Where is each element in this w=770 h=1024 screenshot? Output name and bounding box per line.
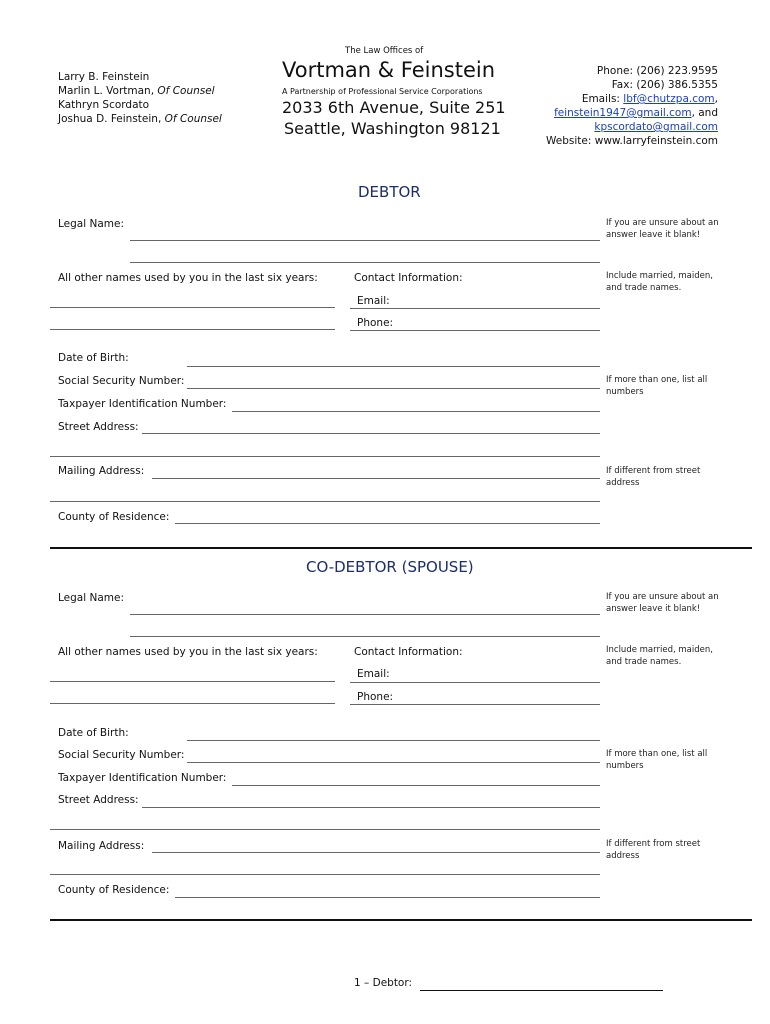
legal-name-note: If you are unsure about an answer leave it blank!	[606, 218, 719, 240]
attorney-name: Larry B. Feinstein	[58, 71, 150, 83]
legal-name-label: Legal Name:	[58, 592, 124, 604]
contact-info-label: Contact Information:	[354, 646, 463, 658]
street-address-label: Street Address:	[58, 794, 139, 806]
ssn-note: If more than one, list all numbers	[606, 749, 708, 771]
attorney-name: Joshua D. Feinstein, Of Counsel	[58, 113, 222, 125]
other-names-field[interactable]	[50, 681, 335, 682]
tin-label: Taxpayer Identification Number:	[58, 398, 227, 410]
mailing-address-note: If different from street address	[606, 466, 701, 488]
county-field[interactable]	[175, 523, 600, 524]
tin-field[interactable]	[232, 411, 600, 412]
ssn-label: Social Security Number:	[58, 375, 185, 387]
firm-partnership: A Partnership of Professional Service Corporations	[282, 87, 483, 96]
street-address-field[interactable]	[142, 807, 600, 808]
phone-label: Phone:	[357, 691, 394, 703]
mailing-address-note: If different from street address	[606, 839, 701, 861]
section-title-codebtor: CO-DEBTOR (SPOUSE)	[306, 558, 474, 576]
mailing-address-field[interactable]	[152, 852, 600, 853]
tin-field[interactable]	[232, 785, 600, 786]
legal-name-note: If you are unsure about an answer leave it blank!	[606, 592, 719, 614]
section-divider	[50, 919, 752, 921]
email-link[interactable]: lbf@chutzpa.com	[623, 93, 715, 105]
legal-name-field[interactable]	[130, 614, 600, 615]
other-names-field-2[interactable]	[50, 703, 335, 704]
mailing-address-field[interactable]	[152, 478, 600, 479]
legal-name-field[interactable]	[130, 240, 600, 241]
ssn-note: If more than one, list all numbers	[606, 375, 708, 397]
county-label: County of Residence:	[58, 884, 170, 896]
email-label: Email:	[357, 295, 390, 307]
email-link[interactable]: kpscordato@gmail.com	[594, 121, 718, 133]
attorney-name: Kathryn Scordato	[58, 99, 150, 111]
emails-line: Emails: lbf@chutzpa.com,	[581, 93, 718, 105]
section-title-debtor: DEBTOR	[358, 183, 421, 201]
firm-name: Vortman & Feinstein	[282, 58, 496, 82]
phone-field[interactable]	[350, 330, 600, 331]
tin-label: Taxpayer Identification Number:	[58, 772, 227, 784]
email-label: Email:	[357, 668, 390, 680]
street-address-field[interactable]	[142, 433, 600, 434]
dob-label: Date of Birth:	[58, 352, 129, 364]
fax-number: Fax: (206) 386.5355	[611, 79, 718, 91]
contact-info-label: Contact Information:	[354, 272, 463, 284]
website: Website: www.larryfeinstein.com	[546, 135, 718, 147]
phone-label: Phone:	[357, 317, 394, 329]
other-names-field-2[interactable]	[50, 329, 335, 330]
emails-line-2: feinstein1947@gmail.com, and	[554, 107, 718, 119]
legal-name-label: Legal Name:	[58, 218, 124, 230]
ssn-label: Social Security Number:	[58, 749, 185, 761]
section-divider	[50, 547, 752, 549]
email-field[interactable]	[350, 308, 600, 309]
contact-block	[546, 64, 718, 148]
mailing-address-field-2[interactable]	[50, 874, 600, 875]
dob-label: Date of Birth:	[58, 727, 129, 739]
emails-line-3	[546, 120, 718, 134]
firm-address-line1: 2033 6th Avenue, Suite 251	[282, 98, 506, 117]
ssn-field[interactable]	[187, 762, 600, 763]
phone-number: Phone: (206) 223.9595	[596, 65, 718, 77]
mailing-address-label: Mailing Address:	[58, 840, 145, 852]
attorney-name: Marlin L. Vortman, Of Counsel	[58, 85, 215, 97]
mailing-address-label: Mailing Address:	[58, 465, 145, 477]
county-label: County of Residence:	[58, 511, 170, 523]
other-names-label: All other names used by you in the last six years:	[58, 646, 318, 658]
attorney-list	[58, 70, 222, 126]
other-names-note: Include married, maiden, and trade names.	[606, 271, 713, 293]
email-field[interactable]	[350, 682, 600, 683]
street-address-field-2[interactable]	[50, 456, 600, 457]
dob-field[interactable]	[187, 740, 600, 741]
ssn-field[interactable]	[187, 388, 600, 389]
other-names-note: Include married, maiden, and trade names.	[606, 645, 713, 667]
dob-field[interactable]	[187, 366, 600, 367]
law-offices-caption: The Law Offices of	[345, 46, 424, 56]
email-link[interactable]: feinstein1947@gmail.com	[554, 107, 692, 119]
county-field[interactable]	[175, 897, 600, 898]
street-address-field-2[interactable]	[50, 829, 600, 830]
mailing-address-field-2[interactable]	[50, 501, 600, 502]
other-names-field[interactable]	[50, 307, 335, 308]
legal-name-field-2[interactable]	[130, 636, 600, 637]
street-address-label: Street Address:	[58, 421, 139, 433]
page-footer-label: 1 – Debtor:	[354, 977, 413, 989]
legal-name-field-2[interactable]	[130, 262, 600, 263]
debtor-signature-field[interactable]	[420, 990, 663, 991]
phone-field[interactable]	[350, 704, 600, 705]
other-names-label: All other names used by you in the last six years:	[58, 272, 318, 284]
firm-address-line2: Seattle, Washington 98121	[284, 119, 501, 138]
